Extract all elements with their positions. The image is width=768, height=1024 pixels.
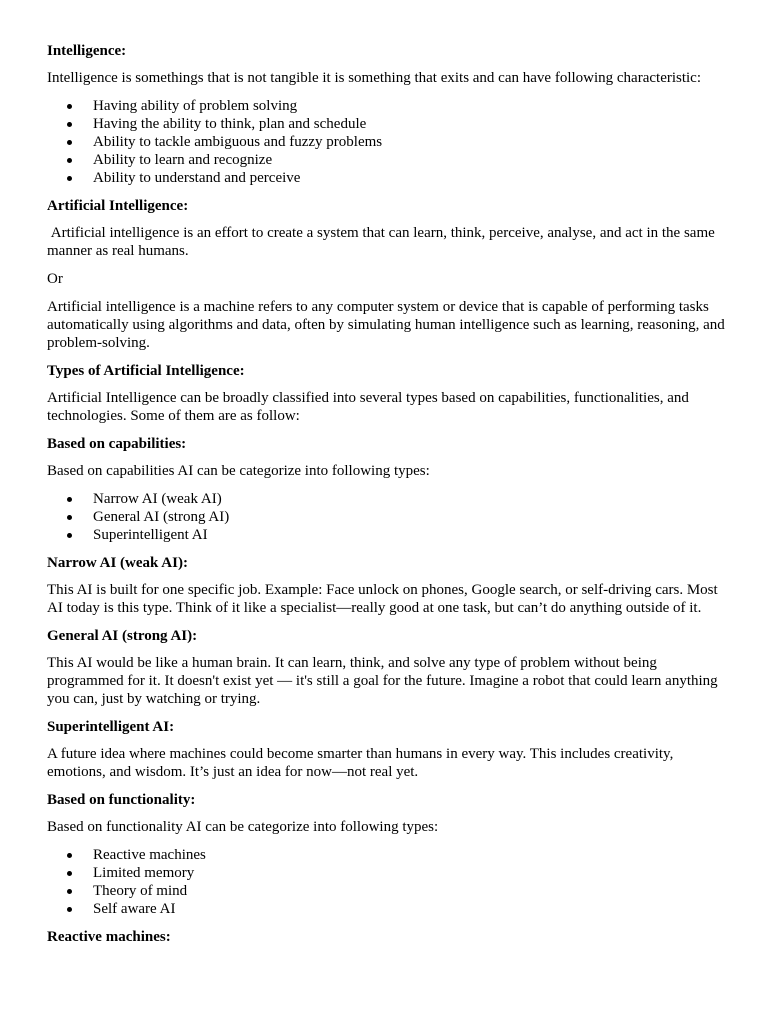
bullet-icon [67, 176, 72, 181]
list-item: Limited memory [47, 864, 728, 882]
general-ai-text: This AI would be like a human brain. It can learn, think, and solve any type of problem without being programmed for it. It doesn't exist yet — it's still a goal for the future. Imagine a robot that could learn anything you can, just by watching or trying. [47, 655, 718, 707]
list-item: Narrow AI (weak AI) [47, 490, 728, 508]
heading-based-on-capabilities: Based on capabilities: [47, 436, 187, 452]
bullet-icon [67, 533, 72, 538]
bullet-icon [67, 889, 72, 894]
bullet-icon [67, 104, 72, 109]
list-item: Reactive machines [47, 846, 728, 864]
heading-intelligence: Intelligence: [47, 43, 127, 59]
heading-types-of-ai: Types of Artificial Intelligence: [47, 363, 245, 379]
heading-artificial-intelligence: Artificial Intelligence: [47, 198, 189, 214]
capabilities-intro: Based on capabilities AI can be categorize into following types: [47, 463, 430, 479]
list-item: Theory of mind [47, 882, 728, 900]
heading-narrow-ai: Narrow AI (weak AI): [47, 555, 188, 571]
ai-definition-2: Artificial intelligence is a machine refers to any computer system or device that is capable of performing tasks automatically using algorithms and data, often by simulating human intelligence such as learning, reasoning, and problem-solving. [47, 299, 725, 351]
list-item: Self aware AI [47, 900, 728, 918]
list-item: Having ability of problem solving [47, 97, 728, 115]
heading-reactive-machines: Reactive machines: [47, 929, 171, 945]
functionality-list [47, 846, 728, 918]
bullet-icon [67, 122, 72, 127]
intelligence-intro: Intelligence is somethings that is not tangible it is something that exits and can have following characteristic: [47, 70, 702, 86]
intelligence-characteristics-list [47, 97, 728, 187]
bullet-icon [67, 497, 72, 502]
functionality-intro: Based on functionality AI can be categorize into following types: [47, 819, 439, 835]
capabilities-list [47, 490, 728, 544]
types-intro: Artificial Intelligence can be broadly classified into several types based on capabilities, functionalities, and technologies. Some of them are as follow: [47, 390, 689, 424]
bullet-icon [67, 871, 72, 876]
ai-definition-1: Artificial intelligence is an effort to create a system that can learn, think, perceive, analyse, and act in the same manner as real humans. [47, 225, 719, 259]
heading-general-ai: General AI (strong AI): [47, 628, 198, 644]
bullet-icon [67, 515, 72, 520]
list-item: General AI (strong AI) [47, 508, 728, 526]
bullet-icon [67, 140, 72, 145]
list-item: Superintelligent AI [47, 526, 728, 544]
heading-based-on-functionality: Based on functionality: [47, 792, 196, 808]
bullet-icon [67, 853, 72, 858]
list-item: Ability to tackle ambiguous and fuzzy problems [47, 133, 728, 151]
narrow-ai-text: This AI is built for one specific job. Example: Face unlock on phones, Google search, or self-driving cars. Most AI today is this type. Think of it like a specialist—really good at one task, but can’t do anything outside of it. [47, 582, 718, 616]
list-item: Ability to learn and recognize [47, 151, 728, 169]
heading-superintelligent-ai: Superintelligent AI: [47, 719, 175, 735]
ai-or: Or [47, 271, 63, 287]
list-item: Ability to understand and perceive [47, 169, 728, 187]
bullet-icon [67, 158, 72, 163]
list-item: Having the ability to think, plan and schedule [47, 115, 728, 133]
superintelligent-ai-text: A future idea where machines could become smarter than humans in every way. This includes creativity, emotions, and wisdom. It’s just an idea for now—not real yet. [47, 746, 674, 780]
bullet-icon [67, 907, 72, 912]
